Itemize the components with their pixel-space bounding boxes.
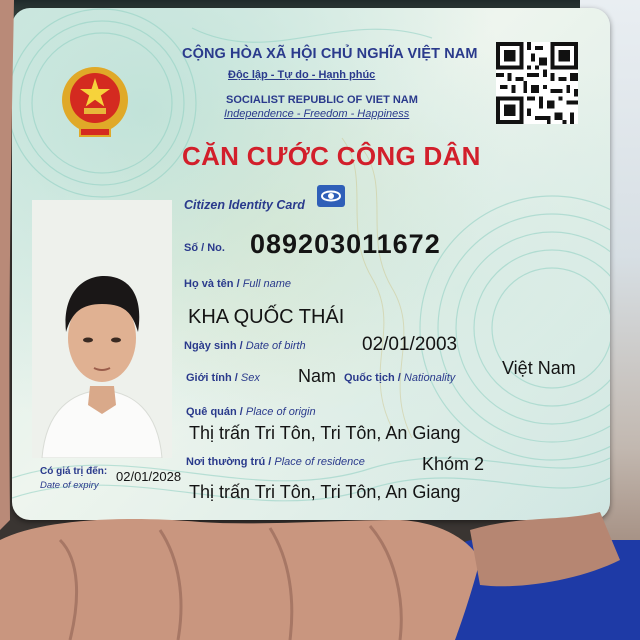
origin-label: [186, 406, 316, 418]
residence-line-2: Thị trấn Tri Tôn, Tri Tôn, An Giang: [189, 482, 461, 502]
full-name: KHA QUỐC THÁI: [188, 306, 345, 328]
card-title-en: Citizen Identity Card: [184, 198, 305, 212]
nationality-label-vn: Quốc tịch /: [344, 372, 401, 384]
date-of-birth: 02/01/2003: [362, 334, 458, 355]
origin-label-en: Place of origin: [245, 406, 316, 418]
residence-line-1: Khóm 2: [422, 454, 485, 474]
motto-en: Independence - Freedom - Happiness: [224, 108, 410, 120]
sex-label-vn: Giới tính /: [186, 372, 238, 384]
background-blue-object: [455, 540, 640, 640]
motto-vn: Độc lập - Tự do - Hạnh phúc: [228, 69, 376, 81]
dob-label: [184, 340, 306, 352]
card-title-vn: CĂN CƯỚC CÔNG DÂN: [182, 141, 481, 171]
dob-label-en: Date of birth: [245, 340, 306, 352]
country-name-en: SOCIALIST REPUBLIC OF VIET NAM: [226, 94, 418, 106]
nationality-value: Việt Nam: [502, 358, 576, 378]
nationality-label-en: Nationality: [403, 372, 456, 384]
sex-label: [186, 372, 260, 384]
place-of-origin: Thị trấn Tri Tôn, Tri Tôn, An Giang: [189, 423, 461, 443]
card-chip-icon: [316, 184, 346, 208]
portrait-image: [32, 200, 172, 458]
expiry-label-en: Date of expiry: [40, 480, 99, 491]
residence-label-vn: Nơi thường trú /: [186, 456, 272, 468]
citizen-identity-card: [12, 8, 610, 520]
country-name-vn: CỘNG HÒA XÃ HỘI CHỦ NGHĨA VIỆT NAM: [182, 46, 478, 62]
portrait-photo: [32, 200, 172, 458]
name-label-en: Full name: [242, 278, 291, 290]
national-emblem-icon: [60, 58, 130, 148]
origin-label-vn: Quê quán /: [186, 406, 243, 418]
number-label: Số / No.: [184, 242, 225, 254]
name-label-vn: Họ và tên /: [184, 278, 240, 290]
expiry-label-vn: Có giá trị đến:: [40, 466, 108, 477]
residence-label: [186, 456, 365, 468]
sex-value: Nam: [298, 366, 337, 386]
name-label: [184, 278, 291, 290]
qr-code-icon: [496, 42, 578, 124]
id-number: 089203011672: [250, 229, 441, 259]
sex-label-en: Sex: [240, 372, 260, 384]
nationality-label: [344, 372, 455, 384]
residence-label-en: Place of residence: [274, 456, 365, 468]
dob-label-vn: Ngày sinh /: [184, 340, 243, 352]
expiry-date: 02/01/2028: [116, 469, 182, 484]
